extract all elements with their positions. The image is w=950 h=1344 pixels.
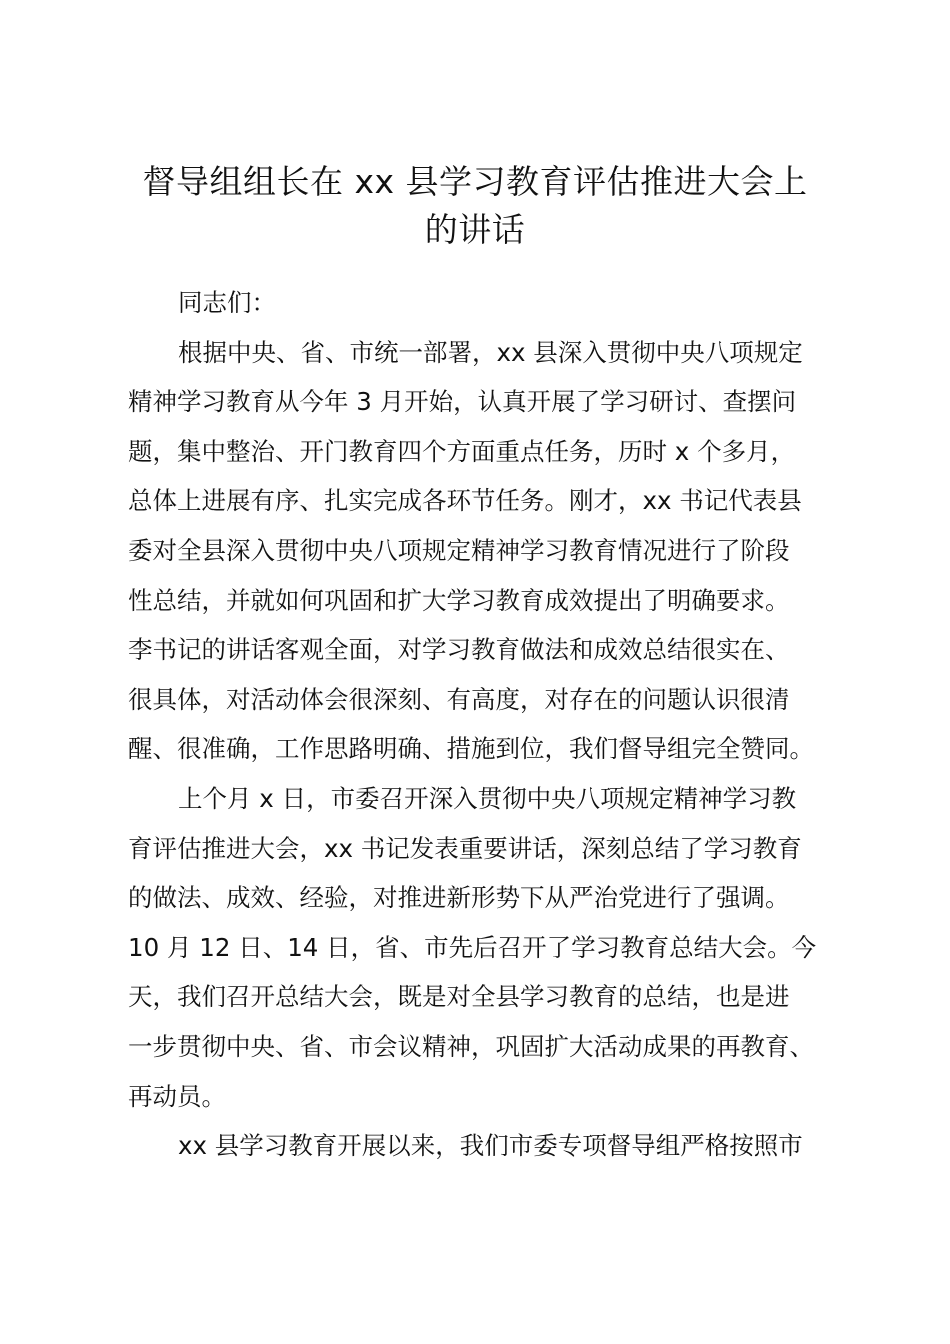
text-line: 再动员。	[128, 1081, 226, 1111]
text-line: xx 县学习教育开展以来，我们市委专项督导组严格按照市	[178, 1131, 803, 1161]
text-line: 精神学习教育从今年 3 月开始，认真开展了学习研讨、查摆问	[128, 387, 797, 417]
text-line: 题，集中整治、开门教育四个方面重点任务，历时 x 个多月，	[128, 436, 796, 466]
paragraph-1	[128, 328, 836, 774]
text-line: 总体上进展有序、扎实完成各环节任务。刚才，xx 书记代表县	[128, 486, 802, 516]
text-line: 10 月 12 日、14 日，省、市先后召开了学习教育总结大会。今	[128, 932, 817, 962]
title-line: 的讲话	[424, 210, 526, 249]
document-title	[120, 158, 830, 254]
text-line: 很具体，对活动体会很深刻、有高度，对存在的问题认识很清	[128, 684, 790, 714]
salutation: 同志们：	[178, 288, 276, 317]
text-line: 天，我们召开总结大会，既是对全县学习教育的总结，也是进	[128, 982, 790, 1012]
text-line: 李书记的讲话客观全面，对学习教育做法和成效总结很实在、	[128, 635, 790, 665]
paragraph-3	[128, 1121, 836, 1171]
text-line: 醒、很准确，工作思路明确、措施到位，我们督导组完全赞同。	[128, 734, 814, 764]
text-line: 育评估推进大会，xx 书记发表重要讲话，深刻总结了学习教育	[128, 833, 802, 863]
text-line: 上个月 x 日，市委召开深入贯彻中央八项规定精神学习教	[178, 783, 797, 813]
text-line: 性总结，并就如何巩固和扩大学习教育成效提出了明确要求。	[128, 585, 790, 615]
text-line: 根据中央、省、市统一部署，xx 县深入贯彻中央八项规定	[178, 337, 803, 367]
document-body	[128, 278, 836, 1171]
title-line: 督导组组长在 xx 县学习教育评估推进大会上	[142, 162, 808, 201]
text-line: 一步贯彻中央、省、市会议精神，巩固扩大活动成果的再教育、	[128, 1031, 814, 1061]
text-line: 委对全县深入贯彻中央八项规定精神学习教育情况进行了阶段	[128, 535, 790, 565]
text-line: 的做法、成效、经验，对推进新形势下从严治党进行了强调。	[128, 883, 790, 913]
paragraph-2	[128, 774, 836, 1121]
